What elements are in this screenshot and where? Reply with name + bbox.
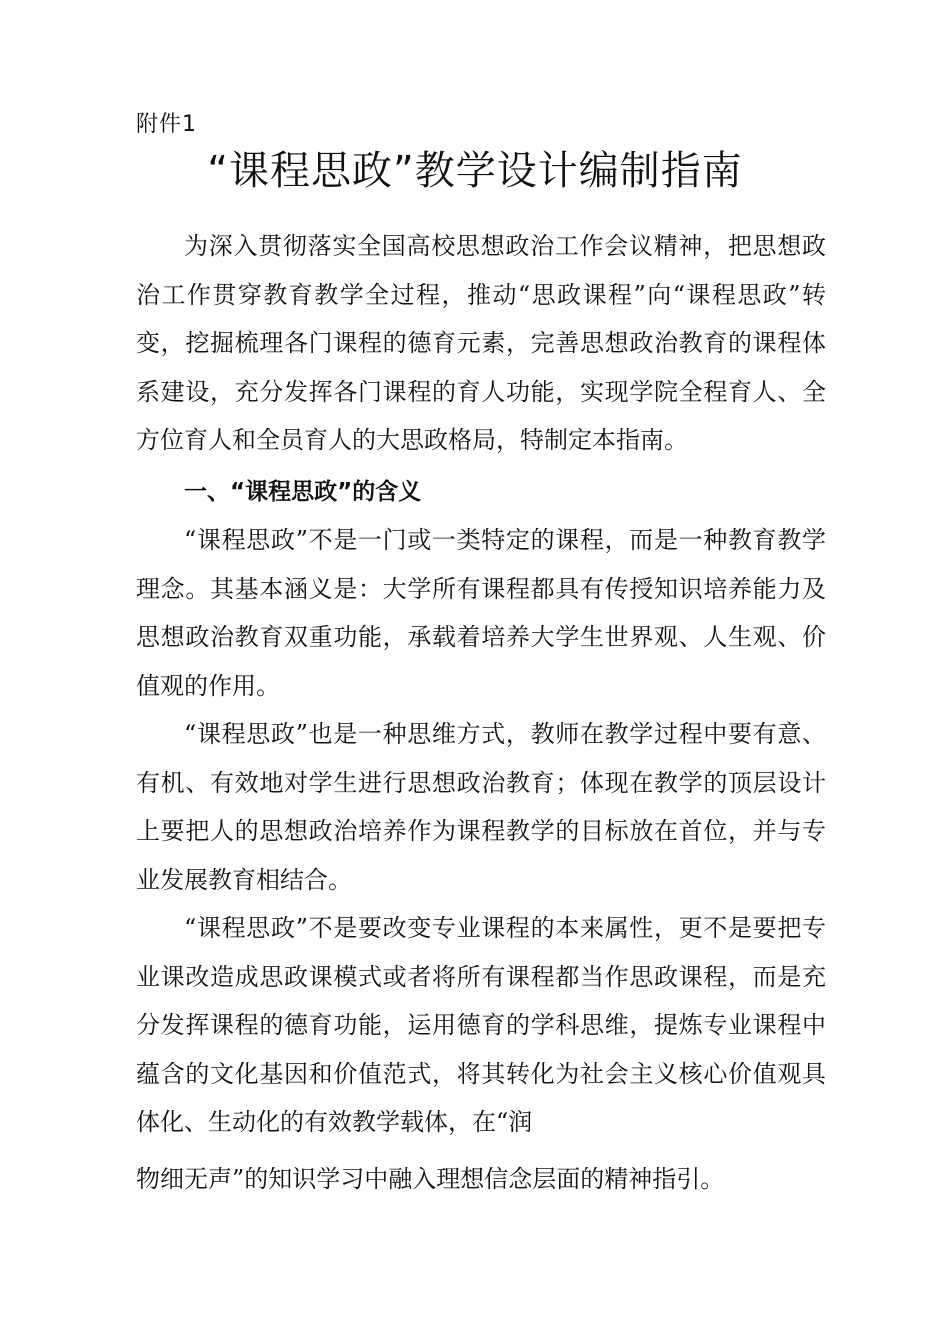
attachment-label: 附件1 [136, 112, 197, 137]
body-paragraph-3: “课程思政”不是要改变专业课程的本来属性，更不是要把专业课改造成思政课模式或者将所有课程都当作思政课程，而是充分发挥课程的德育功能，运用德育的学科思维，提炼专业课程中蕴含的文化基因和价值范式，将其转化为社会主义核心价值观具体化、生动化的有效教学载体，在“润 [136, 914, 826, 1136]
document-title: “课程思政”教学设计编制指南 [207, 148, 743, 194]
paragraph-continuation: 物细无声”的知识学习中融入理想信念层面的精神指引。 [136, 1164, 725, 1193]
body-paragraph-2: “课程思政”也是一种思维方式，教师在教学过程中要有意、有机、有效地对学生进行思想政治教育；体现在教学的顶层设计上要把人的思想政治培养作为课程教学的目标放在首位，并与专业发展教育相结合。 [136, 720, 826, 894]
section-heading: 一、“课程思政”的含义 [184, 478, 422, 505]
document-body [136, 222, 826, 1203]
intro-paragraph: 为深入贯彻落实全国高校思想政治工作会议精神，把思想政治工作贯穿教育教学全过程，推动“思政课程”向“课程思政”转变，挖掘梳理各门课程的德育元素，完善思想政治教育的课程体系建设，充分发挥各门课程的育人功能，实现学院全程育人、全方位育人和全员育人的大思政格局，特制定本指南。 [136, 232, 826, 454]
body-paragraph-1: “课程思政”不是一门或一类特定的课程，而是一种教育教学理念。其基本涵义是：大学所有课程都具有传授知识培养能力及思想政治教育双重功能，承载着培养大学生世界观、人生观、价值观的作用。 [136, 526, 826, 700]
